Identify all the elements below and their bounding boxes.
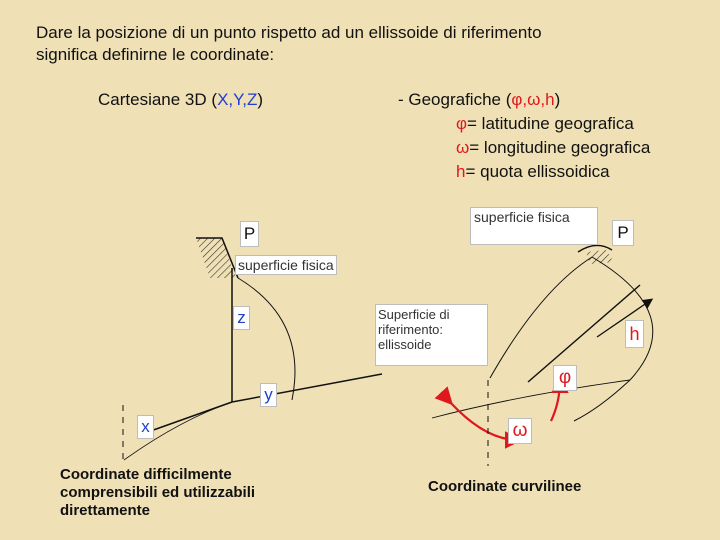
right-terrain-edge — [578, 245, 612, 252]
reference-line-3: ellissoide — [378, 337, 432, 352]
cartesian-heading-suffix: ) — [257, 90, 264, 109]
latitude-label: φ — [553, 365, 577, 391]
y-axis-label: y — [260, 383, 277, 407]
title-line-2: significa definirne le coordinate: — [36, 45, 275, 64]
longitude-label: ω — [508, 418, 532, 444]
cartesian-caption-line-3: direttamente — [60, 502, 151, 519]
longitude-text: = longitudine geografica — [469, 138, 651, 157]
cartesian-heading-prefix: Cartesiane 3D ( — [98, 90, 218, 109]
geographic-heading-suffix: ) — [554, 90, 561, 109]
cartesian-caption-line-1: Coordinate difficilmente — [60, 466, 232, 483]
phi-symbol: φ — [456, 114, 468, 133]
left-meridian-curve — [238, 278, 295, 400]
right-surface-label: superficie fisica — [470, 207, 598, 245]
left-surface-label: superficie fisica — [235, 255, 337, 275]
normal-line — [528, 285, 640, 382]
latitude-text: = latitudine geografica — [467, 114, 634, 133]
h-symbol: h — [456, 162, 466, 181]
omega-symbol: ω — [456, 138, 470, 157]
geographic-heading-prefix: - Geografiche ( — [398, 90, 512, 109]
right-point-label: P — [612, 220, 634, 246]
cartesian-heading-vars: X,Y,Z — [217, 90, 258, 109]
title-line-1: Dare la posizione di un punto rispetto ad un ellissoide di riferimento — [36, 23, 542, 42]
height-label: h — [625, 320, 644, 348]
height-text: = quota ellissoidica — [465, 162, 610, 181]
cartesian-caption-line-2: comprensibili ed utilizzabili — [60, 484, 256, 501]
right-meridian-line — [490, 257, 592, 378]
cartesian-caption — [60, 466, 255, 520]
x-axis-label: x — [137, 415, 154, 439]
geographic-heading-vars: φ,ω,h — [511, 90, 555, 109]
z-axis-label: z — [233, 306, 250, 330]
reference-line-1: Superficie di — [378, 307, 450, 322]
reference-line-2: riferimento: — [378, 322, 444, 337]
right-ellipsoid-lower — [574, 380, 630, 421]
left-point-label: P — [240, 221, 259, 247]
y-axis — [232, 374, 382, 402]
geographic-caption: Coordinate curvilinee — [428, 478, 582, 495]
reference-surface-box — [375, 304, 488, 366]
